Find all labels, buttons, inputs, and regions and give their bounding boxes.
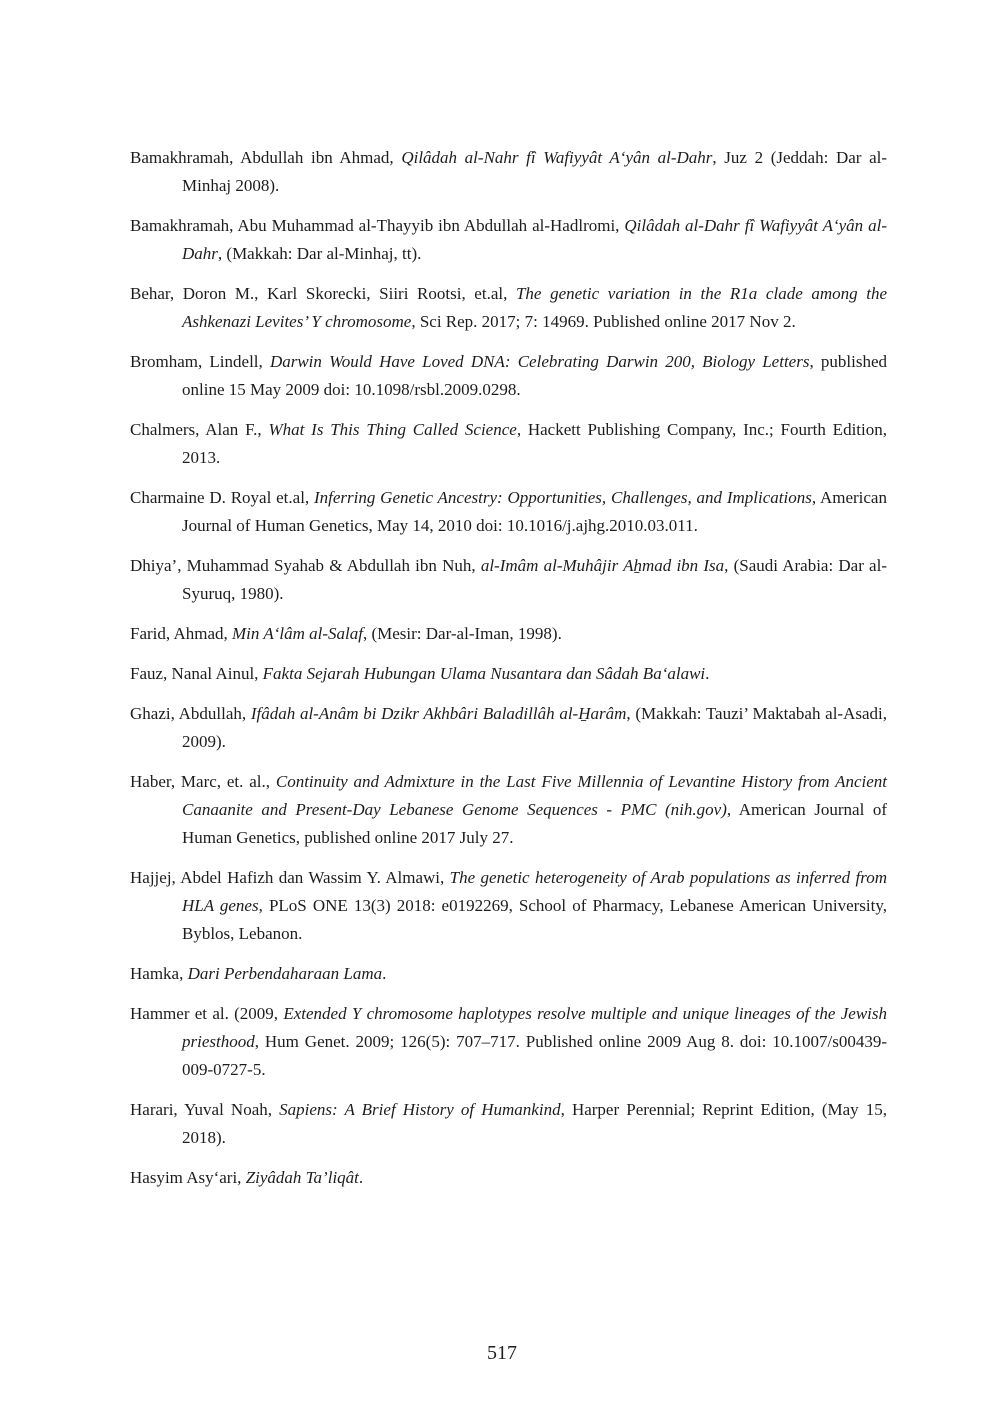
reference-entry — [130, 280, 887, 336]
reference-entry — [130, 700, 887, 756]
references-list — [130, 144, 887, 1204]
reference-text: Behar, Doron M., Karl Skorecki, Siiri Rootsi, et.al, — [130, 284, 516, 303]
reference-title: Extended Y chromosome haplotypes resolve multiple and unique lineages of the Jewish priesthood — [182, 1004, 887, 1051]
reference-text: Hamka, — [130, 964, 188, 983]
reference-text: Hasyim Asy‘ari, — [130, 1168, 246, 1187]
reference-entry — [130, 960, 887, 988]
reference-text: Chalmers, Alan F., — [130, 420, 269, 439]
reference-text: , Hackett Publishing Company, Inc.; Fourth Edition, 2013. — [182, 420, 887, 467]
reference-text: . — [705, 664, 710, 683]
reference-text: , (Makkah: Tauzi’ Maktabah al-Asadi, 2009). — [182, 704, 887, 751]
reference-text: , published online 15 May 2009 doi: 10.1098/rsbl.2009.0298. — [182, 352, 887, 399]
reference-text: , Sci Rep. 2017; 7: 14969. Published online 2017 Nov 2. — [411, 312, 796, 331]
reference-title: Inferring Genetic Ancestry: Opportunities, Challenges, and Implications — [313, 488, 812, 507]
reference-title: Qilâdah al-Nahr fî Wafiyyât A‘yân al-Dahr — [401, 148, 713, 167]
reference-entry — [130, 144, 887, 200]
reference-text: Hammer et al. (2009, — [130, 1004, 284, 1023]
reference-title: al-Imâm al-Muhâjir Aẖmad ibn Isa — [480, 556, 725, 575]
reference-entry — [130, 552, 887, 608]
reference-text: , Juz 2 (Jeddah: Dar al-Minhaj 2008). — [182, 148, 887, 195]
reference-entry — [130, 348, 887, 404]
reference-text: Haber, Marc, et. al., — [130, 772, 276, 791]
reference-text: , American Journal of Human Genetics, published online 2017 July 27. — [182, 800, 887, 847]
reference-text: Dhiya’, Muhammad Syahab & Abdullah ibn Nuh, — [130, 556, 481, 575]
reference-title: Fakta Sejarah Hubungan Ulama Nusantara dan Sâdah Ba‘alawi — [262, 664, 706, 683]
reference-text: . — [358, 1168, 364, 1187]
reference-text: Farid, Ahmad, — [130, 624, 232, 643]
reference-entry — [130, 768, 887, 852]
reference-entry — [130, 620, 887, 648]
reference-text: Charmaine D. Royal et.al, — [130, 488, 314, 507]
reference-title: Continuity and Admixture in the Last Five Millennia of Levantine History from Ancient Canaanite and Present-Day Lebanese Genome Sequences - PMC (nih.gov) — [182, 772, 887, 819]
reference-title: The genetic variation in the R1a clade among the Ashkenazi Levites’ Y chromosome — [182, 284, 887, 331]
reference-text: Bromham, Lindell, — [130, 352, 270, 371]
reference-entry — [130, 1000, 887, 1084]
reference-entry — [130, 1096, 887, 1152]
reference-title: Ziyâdah Ta’liqât — [245, 1168, 359, 1187]
reference-text: , (Mesir: Dar-al-Iman, 1998). — [362, 624, 562, 643]
reference-text: Fauz, Nanal Ainul, — [130, 664, 263, 683]
reference-title: What Is This Thing Called Science — [268, 420, 517, 439]
reference-title: The genetic heterogeneity of Arab populations as inferred from HLA genes — [182, 868, 888, 915]
reference-text: Hajjej, Abdel Hafizh dan Wassim Y. Almawi, — [130, 868, 450, 887]
reference-text: , PLoS ONE 13(3) 2018: e0192269, School of Pharmacy, Lebanese American University, Byblos, Lebanon. — [182, 896, 888, 943]
reference-title: Qilâdah al-Dahr fî Wafiyyât A‘yân al-Dahr — [182, 216, 887, 263]
reference-text: , Hum Genet. 2009; 126(5): 707–717. Published online 2009 Aug 8. doi: 10.1007/s00439-009-0727-5. — [182, 1032, 887, 1079]
reference-text: Ghazi, Abdullah, — [130, 704, 251, 723]
reference-entry — [130, 212, 887, 268]
reference-text: , Harper Perennial; Reprint Edition, (May 15, 2018). — [182, 1100, 888, 1147]
reference-title: Dari Perbendaharaan Lama — [187, 964, 383, 983]
reference-title: Ifâdah al-Anâm bi Dzikr Akhbâri Baladillâh al-H̱arâm — [250, 704, 627, 723]
reference-title: Sapiens: A Brief History of Humankind — [279, 1100, 561, 1119]
reference-entry — [130, 1164, 887, 1192]
reference-text: , (Saudi Arabia: Dar al-Syuruq, 1980). — [182, 556, 887, 603]
reference-title: Darwin Would Have Loved DNA: Celebrating Darwin 200, Biology Letters — [269, 352, 810, 371]
reference-text: . — [382, 964, 387, 983]
reference-entry — [130, 416, 887, 472]
reference-text: Bamakhramah, Abu Muhammad al-Thayyib ibn Abdullah al-Hadlromi, — [130, 216, 625, 235]
reference-entry — [130, 660, 887, 688]
reference-text: Harari, Yuval Noah, — [130, 1100, 280, 1119]
reference-entry — [130, 864, 887, 948]
reference-entry — [130, 484, 887, 540]
reference-text: , American Journal of Human Genetics, May 14, 2010 doi: 10.1016/j.ajhg.2010.03.011. — [182, 488, 887, 535]
reference-title: Min A‘lâm al-Salaf — [232, 624, 363, 643]
page-number: 517 — [487, 1342, 517, 1364]
reference-text: , (Makkah: Dar al-Minhaj, tt). — [217, 244, 422, 263]
reference-text: Bamakhramah, Abdullah ibn Ahmad, — [130, 148, 402, 167]
